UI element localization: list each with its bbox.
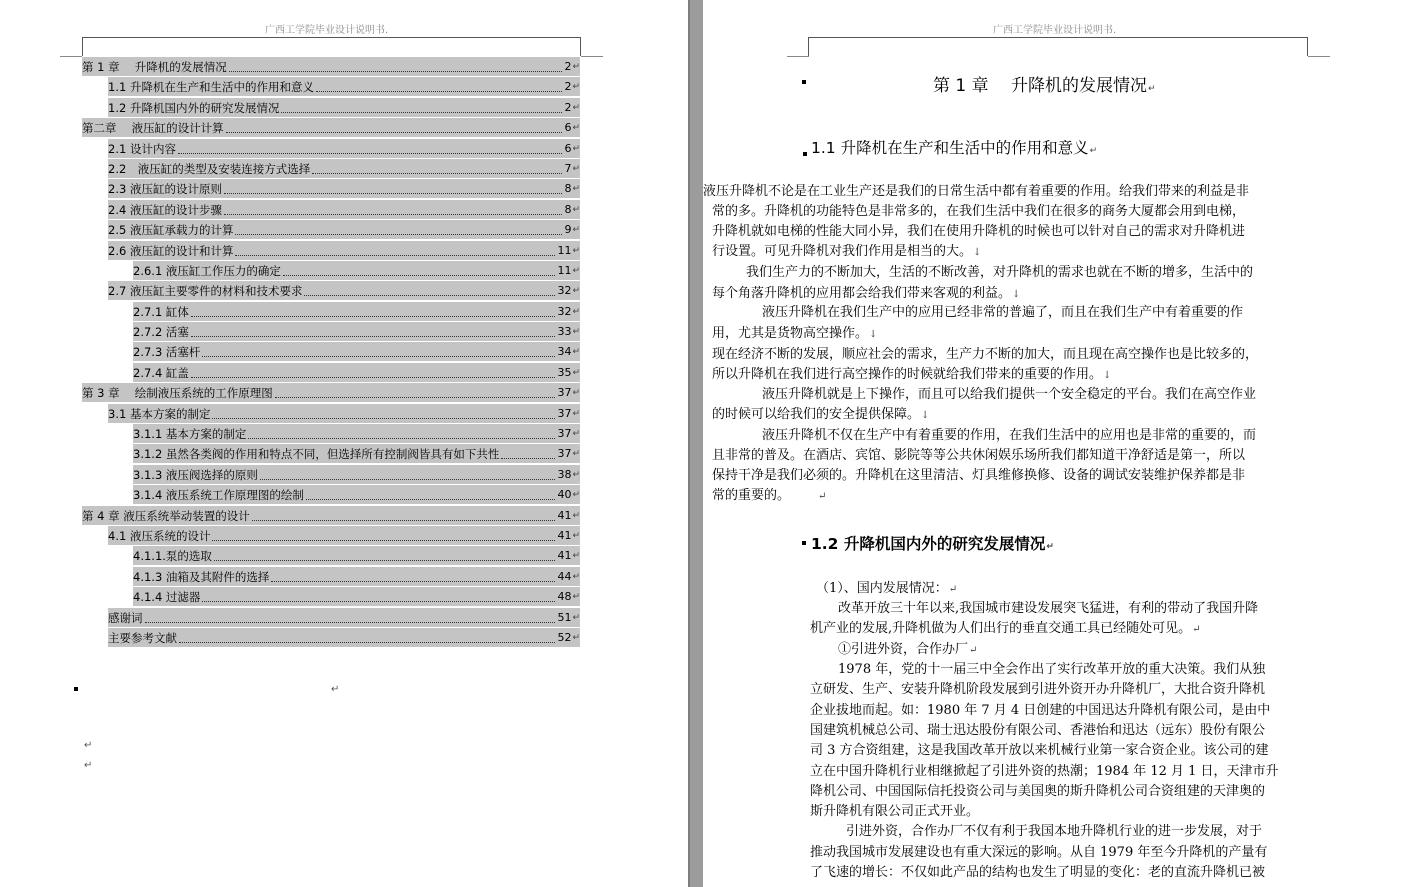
paragraph-mark: ↵ <box>1148 84 1156 94</box>
toc-leader-dots <box>202 600 555 602</box>
toc-entry[interactable] <box>82 526 580 546</box>
body-text-line <box>712 405 929 426</box>
toc-leader-dots <box>214 559 556 561</box>
paragraph-mark: ↵ <box>818 491 827 502</box>
toc-leader-dots <box>191 315 556 317</box>
toc-entry-title: 2.4 液压缸的设计步骤 <box>108 202 222 217</box>
toc-entry[interactable] <box>82 302 580 322</box>
toc-entry[interactable] <box>82 281 580 301</box>
toc-entry-title: 第 1 章 升降机的发展情况 <box>82 60 227 74</box>
header-rule <box>808 37 1307 38</box>
toc-entry-page: 2 <box>564 60 572 73</box>
paragraph-mark: ↵ <box>572 612 580 623</box>
body-text-line <box>762 303 1243 323</box>
paragraph-mark: ↵ <box>572 429 580 440</box>
toc-leader-dots <box>260 478 556 480</box>
paragraph-mark: ↵ <box>1089 146 1098 156</box>
toc-leader-dots <box>229 70 563 72</box>
body-text: 液压升降机不论是在工业生产还是我们的日常生活中都有着重要的作用。给我们带来的利益是非 <box>703 184 1250 199</box>
toc-entry-page: 11 <box>557 243 572 257</box>
line-break-mark: ↓ <box>869 329 878 340</box>
toc-leader-dots <box>178 152 563 154</box>
toc-leader-dots <box>248 437 555 439</box>
section-title: 1.2 升降机国内外的研究发展情况 <box>811 535 1046 553</box>
body-text-line <box>810 701 1270 721</box>
toc-leader-dots <box>202 355 555 357</box>
toc-entry[interactable] <box>82 383 580 403</box>
body-text: 的时候可以给我们的安全提供保障。 <box>712 407 921 422</box>
paragraph-mark: ↵ <box>572 327 580 338</box>
toc-leader-dots <box>179 641 555 643</box>
toc-leader-dots <box>283 274 556 276</box>
toc-entry-page: 41 <box>557 549 572 563</box>
toc-entry-title: 4.1.1.泵的选取 <box>133 549 212 564</box>
paragraph-mark: ↵ <box>572 204 580 215</box>
paragraph-bullet <box>74 687 78 691</box>
paragraph-mark: ↵ <box>572 551 580 562</box>
toc-entry-page: 32 <box>557 284 572 298</box>
paragraph-mark: ↵ <box>948 584 958 595</box>
toc-entry-title: 2.6 液压缸的设计和计算 <box>108 243 234 258</box>
toc-leader-dots <box>191 376 556 378</box>
toc-entry-title: 第 3 章 绘制液压系统的工作原理图 <box>82 386 273 401</box>
body-text-line <box>703 182 1249 202</box>
body-text-line <box>712 345 1258 365</box>
toc-entry[interactable] <box>82 506 580 526</box>
page-header-text: 广西工学院毕业设计说明书. <box>993 25 1117 36</box>
toc-entry-page: 48 <box>557 590 572 604</box>
toc-entry-page: 8 <box>564 182 572 196</box>
toc-entry-page: 41 <box>557 528 572 542</box>
toc-entry[interactable] <box>82 546 580 566</box>
paragraph-mark: ↵ <box>84 740 93 751</box>
toc-entry-title: 2.7.1 缸体 <box>133 304 189 319</box>
toc-entry-page: 32 <box>557 304 572 318</box>
toc-entry[interactable] <box>82 98 580 118</box>
paragraph-mark: ↵ <box>331 684 340 695</box>
toc-entry[interactable] <box>82 77 580 97</box>
toc-entry-title: 主要参考文献 <box>108 630 177 645</box>
body-text: 液压升降机在我们生产中的应用已经非常的普遍了，而且在我们生产中有着重要的作 <box>762 305 1244 320</box>
margin-corner-left <box>808 37 809 56</box>
toc-entry-page: 37 <box>557 406 572 420</box>
body-text: 了飞速的增长：不仅如此产品的结构也发生了明显的变化：老的直流升降机已被 <box>810 865 1266 880</box>
page-separator <box>688 0 703 887</box>
body-text: 我们生产力的不断加大，生活的不断改善，对升降机的需求也就在不断的增多，生活中的 <box>746 265 1254 280</box>
paragraph-mark: ↵ <box>572 286 580 297</box>
toc-entry-page: 51 <box>557 610 572 624</box>
toc-entry-title: 4.1.4 过滤器 <box>133 590 201 605</box>
body-text-line <box>810 782 1265 802</box>
body-text-line <box>762 426 1256 446</box>
body-text-line <box>746 263 1253 283</box>
toc-entry-title: 1.2 升降机国内外的研究发展情况 <box>108 100 280 115</box>
toc-entry[interactable] <box>82 57 580 77</box>
body-text-line <box>712 324 877 345</box>
body-text: 机产业的发展,升降机做为人们出行的垂直交通工具已经随处可见。 <box>810 621 1192 636</box>
toc-entry-title: 1.1 升降机在生产和生活中的作用和意义 <box>108 80 314 95</box>
toc-entry-page: 38 <box>557 467 572 481</box>
toc-entry-title: 2.3 液压缸的设计原则 <box>108 182 222 197</box>
toc-leader-dots <box>226 131 563 133</box>
toc-entry[interactable] <box>82 139 580 159</box>
paragraph-mark: ↵ <box>572 245 580 256</box>
paragraph-mark: ↵ <box>1192 624 1201 635</box>
toc-leader-dots <box>235 254 555 256</box>
paragraph-mark: ↵ <box>969 645 978 656</box>
body-text-line <box>810 619 1201 640</box>
body-text: （1）、国内发展情况： <box>816 581 948 596</box>
margin-corner-right-h <box>1308 56 1330 57</box>
margin-corner-right <box>580 37 581 56</box>
body-text-line <box>762 385 1256 405</box>
paragraph-mark: ↵ <box>572 265 580 276</box>
paragraph-mark: ↵ <box>572 510 580 521</box>
paragraph-mark: ↵ <box>572 143 580 154</box>
toc-entry[interactable] <box>82 444 580 464</box>
toc-entry-page: 6 <box>564 121 572 135</box>
body-text: 1978 年，党的十一届三中全会作出了实行改革开放的重大决策。我们从独 <box>838 662 1266 677</box>
body-text: 立在中国升降机行业相继掀起了引进外资的热潮；1984 年 12 月 1 日，天津市升 <box>810 764 1279 779</box>
body-text: 企业拔地而起。如：1980 年 7 月 4 日创建的中国迅达升降机有限公司，是由中 <box>810 703 1271 718</box>
body-text-line <box>816 579 957 600</box>
toc-entry[interactable] <box>82 628 580 648</box>
toc-entry-title: 2.7 液压缸主要零件的材料和技术要求 <box>108 284 303 299</box>
toc-entry-page: 33 <box>557 325 572 339</box>
paragraph-mark: ↵ <box>572 102 580 113</box>
paragraph-mark: ↵ <box>1046 542 1054 552</box>
paragraph-mark: ↵ <box>572 306 580 317</box>
toc-entry-page: 52 <box>557 630 572 644</box>
toc-entry-page: 37 <box>557 386 572 400</box>
body-text: 每个角落升降机的应用都会给我们带来客观的利益。 <box>712 286 1012 301</box>
margin-corner-left-h <box>60 56 82 57</box>
toc-entry-page: 41 <box>557 508 572 522</box>
toc-leader-dots <box>252 519 556 521</box>
paragraph-mark: ↵ <box>572 388 580 399</box>
paragraph-mark: ↵ <box>572 408 580 419</box>
body-text: 斯升降机有限公司正式开业。 <box>810 804 980 819</box>
toc-entry-title: 感谢词 <box>108 610 143 625</box>
section-heading-1-2 <box>811 532 1054 554</box>
toc-entry-title: 2.7.2 活塞 <box>133 325 189 340</box>
body-text-line <box>810 680 1265 700</box>
body-text-line <box>810 741 1269 761</box>
margin-corner-left-h <box>787 56 809 57</box>
chapter-heading <box>933 71 1156 96</box>
paragraph-mark: ↵ <box>572 571 580 582</box>
toc-entry[interactable] <box>82 424 580 444</box>
body-text: 国建筑机械总公司、瑞士迅达股份有限公司、香港怡和迅达（远东）股份有限公 <box>810 723 1266 738</box>
toc-entry-title: 2.1 设计内容 <box>108 141 176 156</box>
body-text-line <box>712 242 981 263</box>
toc-leader-dots <box>304 294 555 296</box>
body-text: 保持干净是我们必须的。升降机在这里清洁、灯具维修换修、设备的调试安装维护保养都是非 <box>712 468 1246 483</box>
paragraph-bullet <box>803 152 807 156</box>
paragraph-mark: ↵ <box>572 632 580 643</box>
paragraph-mark: ↵ <box>572 530 580 541</box>
toc-entry-title: 第 4 章 液压系统举动装置的设计 <box>82 508 250 523</box>
body-text: 液压升降机不仅在生产中有着重要的作用，在我们生活中的应用也是非常的重要的，而 <box>762 428 1257 443</box>
margin-corner-right <box>1307 37 1308 56</box>
body-text-line <box>712 486 826 507</box>
paragraph-bullet <box>802 80 806 84</box>
toc-entry-title: 3.1 基本方案的制定 <box>108 406 211 421</box>
margin-corner-right-h <box>581 56 603 57</box>
body-text: 立研发、生产、安装升降机阶段发展到引进外资开办升降机厂，大批合资升降机 <box>810 682 1266 697</box>
paragraph-mark: ↵ <box>572 490 580 501</box>
header-rule <box>82 37 580 38</box>
body-text: 液压升降机就是上下操作，而且可以给我们提供一个安全稳定的平台。我们在高空作业 <box>762 387 1257 402</box>
toc-leader-dots <box>501 457 555 459</box>
toc-entry[interactable] <box>82 241 580 261</box>
body-text: 用，尤其是货物高空操作。 <box>712 326 869 341</box>
toc-entry-page: 37 <box>557 427 572 441</box>
body-text-line <box>712 466 1245 486</box>
toc-entry-title: 2.7.4 缸盖 <box>133 365 189 380</box>
page-header-text: 广西工学院毕业设计说明书. <box>265 25 389 36</box>
paragraph-mark: ↵ <box>572 592 580 603</box>
body-text: 改革开放三十年以来,我国城市建设发展突飞猛进，有利的带动了我国升降 <box>838 601 1259 616</box>
body-text: 常的重要的。 <box>712 488 791 503</box>
body-text: 司 3 方合资组建，这是我国改革开放以来机械行业第一家合资企业。该公司的建 <box>810 743 1269 758</box>
toc-entry-page: 2 <box>564 100 572 114</box>
toc-entry-title: 2.6.1 液压缸工作压力的确定 <box>133 263 281 278</box>
body-text-line <box>712 202 1245 222</box>
toc-entry[interactable] <box>82 118 580 138</box>
body-text-line <box>838 660 1265 680</box>
body-text-line <box>846 822 1262 842</box>
toc-entry-title: 2.2 液压缸的类型及安装连接方式选择 <box>108 161 311 176</box>
body-text-line <box>712 284 1020 305</box>
left-page <box>0 0 688 887</box>
toc-leader-dots <box>275 396 556 398</box>
paragraph-mark: ↵ <box>572 123 580 134</box>
toc-leader-dots <box>271 580 555 582</box>
paragraph-mark: ↵ <box>572 225 580 236</box>
body-text: 引进外资，合作办厂不仅有利于我国本地升降机行业的进一步发展，对于 <box>846 824 1263 839</box>
toc-entry[interactable] <box>82 200 580 220</box>
toc-entry[interactable] <box>82 485 580 505</box>
toc-entry-title: 2.5 液压缸承载力的计算 <box>108 223 234 238</box>
toc-entry-page: 37 <box>557 447 572 461</box>
margin-corner-left <box>82 37 83 56</box>
body-text-line <box>712 365 1111 386</box>
toc-entry[interactable] <box>82 261 580 281</box>
toc-entry-page: 34 <box>557 345 572 359</box>
toc-entry-page: 35 <box>557 365 572 379</box>
toc-leader-dots <box>281 111 562 113</box>
paragraph-mark: ↵ <box>572 449 580 460</box>
toc-leader-dots <box>191 335 556 337</box>
toc-entry[interactable] <box>82 179 580 199</box>
paragraph-mark: ↵ <box>572 367 580 378</box>
toc-entry-page: 9 <box>564 223 572 237</box>
body-text-line <box>712 446 1245 466</box>
toc-entry[interactable] <box>82 465 580 485</box>
line-break-mark: ↓ <box>1103 370 1112 381</box>
toc-entry[interactable] <box>82 608 580 628</box>
toc-entry-title: 3.1.4 液压系统工作原理图的绘制 <box>133 488 304 503</box>
toc-entry-title: 4.1 液压系统的设计 <box>108 528 211 543</box>
paragraph-mark: ↵ <box>572 347 580 358</box>
paragraph-bullet <box>802 541 806 545</box>
toc-leader-dots <box>224 213 563 215</box>
body-text: 且非常的普及。在酒店、宾馆、影院等等公共休闲娱乐场所我们都知道干净舒适是第一，所以 <box>712 448 1246 463</box>
toc-entry[interactable] <box>82 567 580 587</box>
toc-entry-page: 8 <box>564 202 572 216</box>
toc-leader-dots <box>145 621 556 623</box>
toc-entry-page: 7 <box>564 161 572 175</box>
toc-leader-dots <box>312 172 562 174</box>
toc-leader-dots <box>212 539 555 541</box>
toc-entry-title: 4.1.3 油箱及其附件的选择 <box>133 569 270 584</box>
toc-entry-title: 3.1.2 虽然各类阀的作用和特点不同，但选择所有控制阀皆具有如下共性 <box>133 447 500 462</box>
body-text: 行设置。可见升降机对我们作用是相当的大。 <box>712 244 973 259</box>
toc-entry-title: 2.7.3 活塞杆 <box>133 345 201 360</box>
toc-leader-dots <box>212 417 555 419</box>
line-break-mark: ↓ <box>921 410 930 421</box>
body-text: 升降机就如电梯的性能大同小异，我们在使用升降机的时候也可以针对自己的需求对升降机进 <box>712 224 1246 239</box>
toc-entry[interactable] <box>82 159 580 179</box>
line-break-mark: ↓ <box>973 247 982 258</box>
toc-leader-dots <box>224 192 563 194</box>
body-text: 降机公司、中国国际信托投资公司与美国奥的斯升降机公司合资组建的天津奥的 <box>810 784 1266 799</box>
toc-entry-page: 6 <box>564 141 572 155</box>
body-text: 推动我国城市发展建设也有重大深远的影响。从自 1979 年至今升降机的产量有 <box>810 845 1268 860</box>
paragraph-mark: ↵ <box>572 184 580 195</box>
paragraph-mark: ↵ <box>84 760 93 771</box>
toc-entry-title: 第二章 液压缸的设计计算 <box>82 121 224 136</box>
body-text-line <box>810 762 1279 782</box>
toc-entry[interactable] <box>82 404 580 424</box>
paragraph-mark: ↵ <box>572 82 580 93</box>
body-text: ①引进外资，合作办厂 <box>838 642 969 657</box>
body-text-line <box>838 599 1258 619</box>
body-text-line <box>712 222 1245 242</box>
toc-entry[interactable] <box>82 363 580 383</box>
body-text-line <box>810 863 1265 883</box>
section-heading-1-1 <box>811 136 1097 158</box>
body-text-line <box>838 640 977 661</box>
paragraph-mark: ↵ <box>572 469 580 480</box>
line-break-mark: ↓ <box>1012 289 1021 300</box>
chapter-title: 第 1 章 升降机的发展情况 <box>933 76 1148 96</box>
body-text-line <box>810 843 1267 863</box>
toc-entry-page: 11 <box>557 263 572 277</box>
toc-leader-dots <box>306 498 556 500</box>
body-text-line <box>810 721 1265 741</box>
body-text: 所以升降机在我们进行高空操作的时候就给我们带来的重要的作用。 <box>712 367 1103 382</box>
toc-entry-title: 3.1.3 液压阀选择的原则 <box>133 467 258 482</box>
paragraph-mark: ↵ <box>572 62 580 72</box>
toc-entry-page: 40 <box>557 488 572 502</box>
section-title: 1.1 升降机在生产和生活中的作用和意义 <box>811 139 1089 157</box>
toc-entry-page: 2 <box>564 80 572 94</box>
body-text: 现在经济不断的发展，顺应社会的需求，生产力不断的加大，而且现在高空操作也是比较多的， <box>712 347 1259 362</box>
toc-entry-title: 3.1.1 基本方案的制定 <box>133 427 247 442</box>
table-of-contents <box>82 57 580 648</box>
body-text: 常的多。升降机的功能特色是非常多的，在我们生活中我们在很多的商务大厦都会用到电梯， <box>712 204 1246 219</box>
paragraph-mark: ↵ <box>572 163 580 174</box>
toc-leader-dots <box>235 233 562 235</box>
toc-entry[interactable] <box>82 587 580 607</box>
body-text-line <box>810 802 979 822</box>
toc-entry[interactable] <box>82 220 580 240</box>
toc-entry[interactable] <box>82 342 580 362</box>
toc-entry[interactable] <box>82 322 580 342</box>
toc-entry-page: 44 <box>557 569 572 583</box>
toc-leader-dots <box>316 90 563 92</box>
